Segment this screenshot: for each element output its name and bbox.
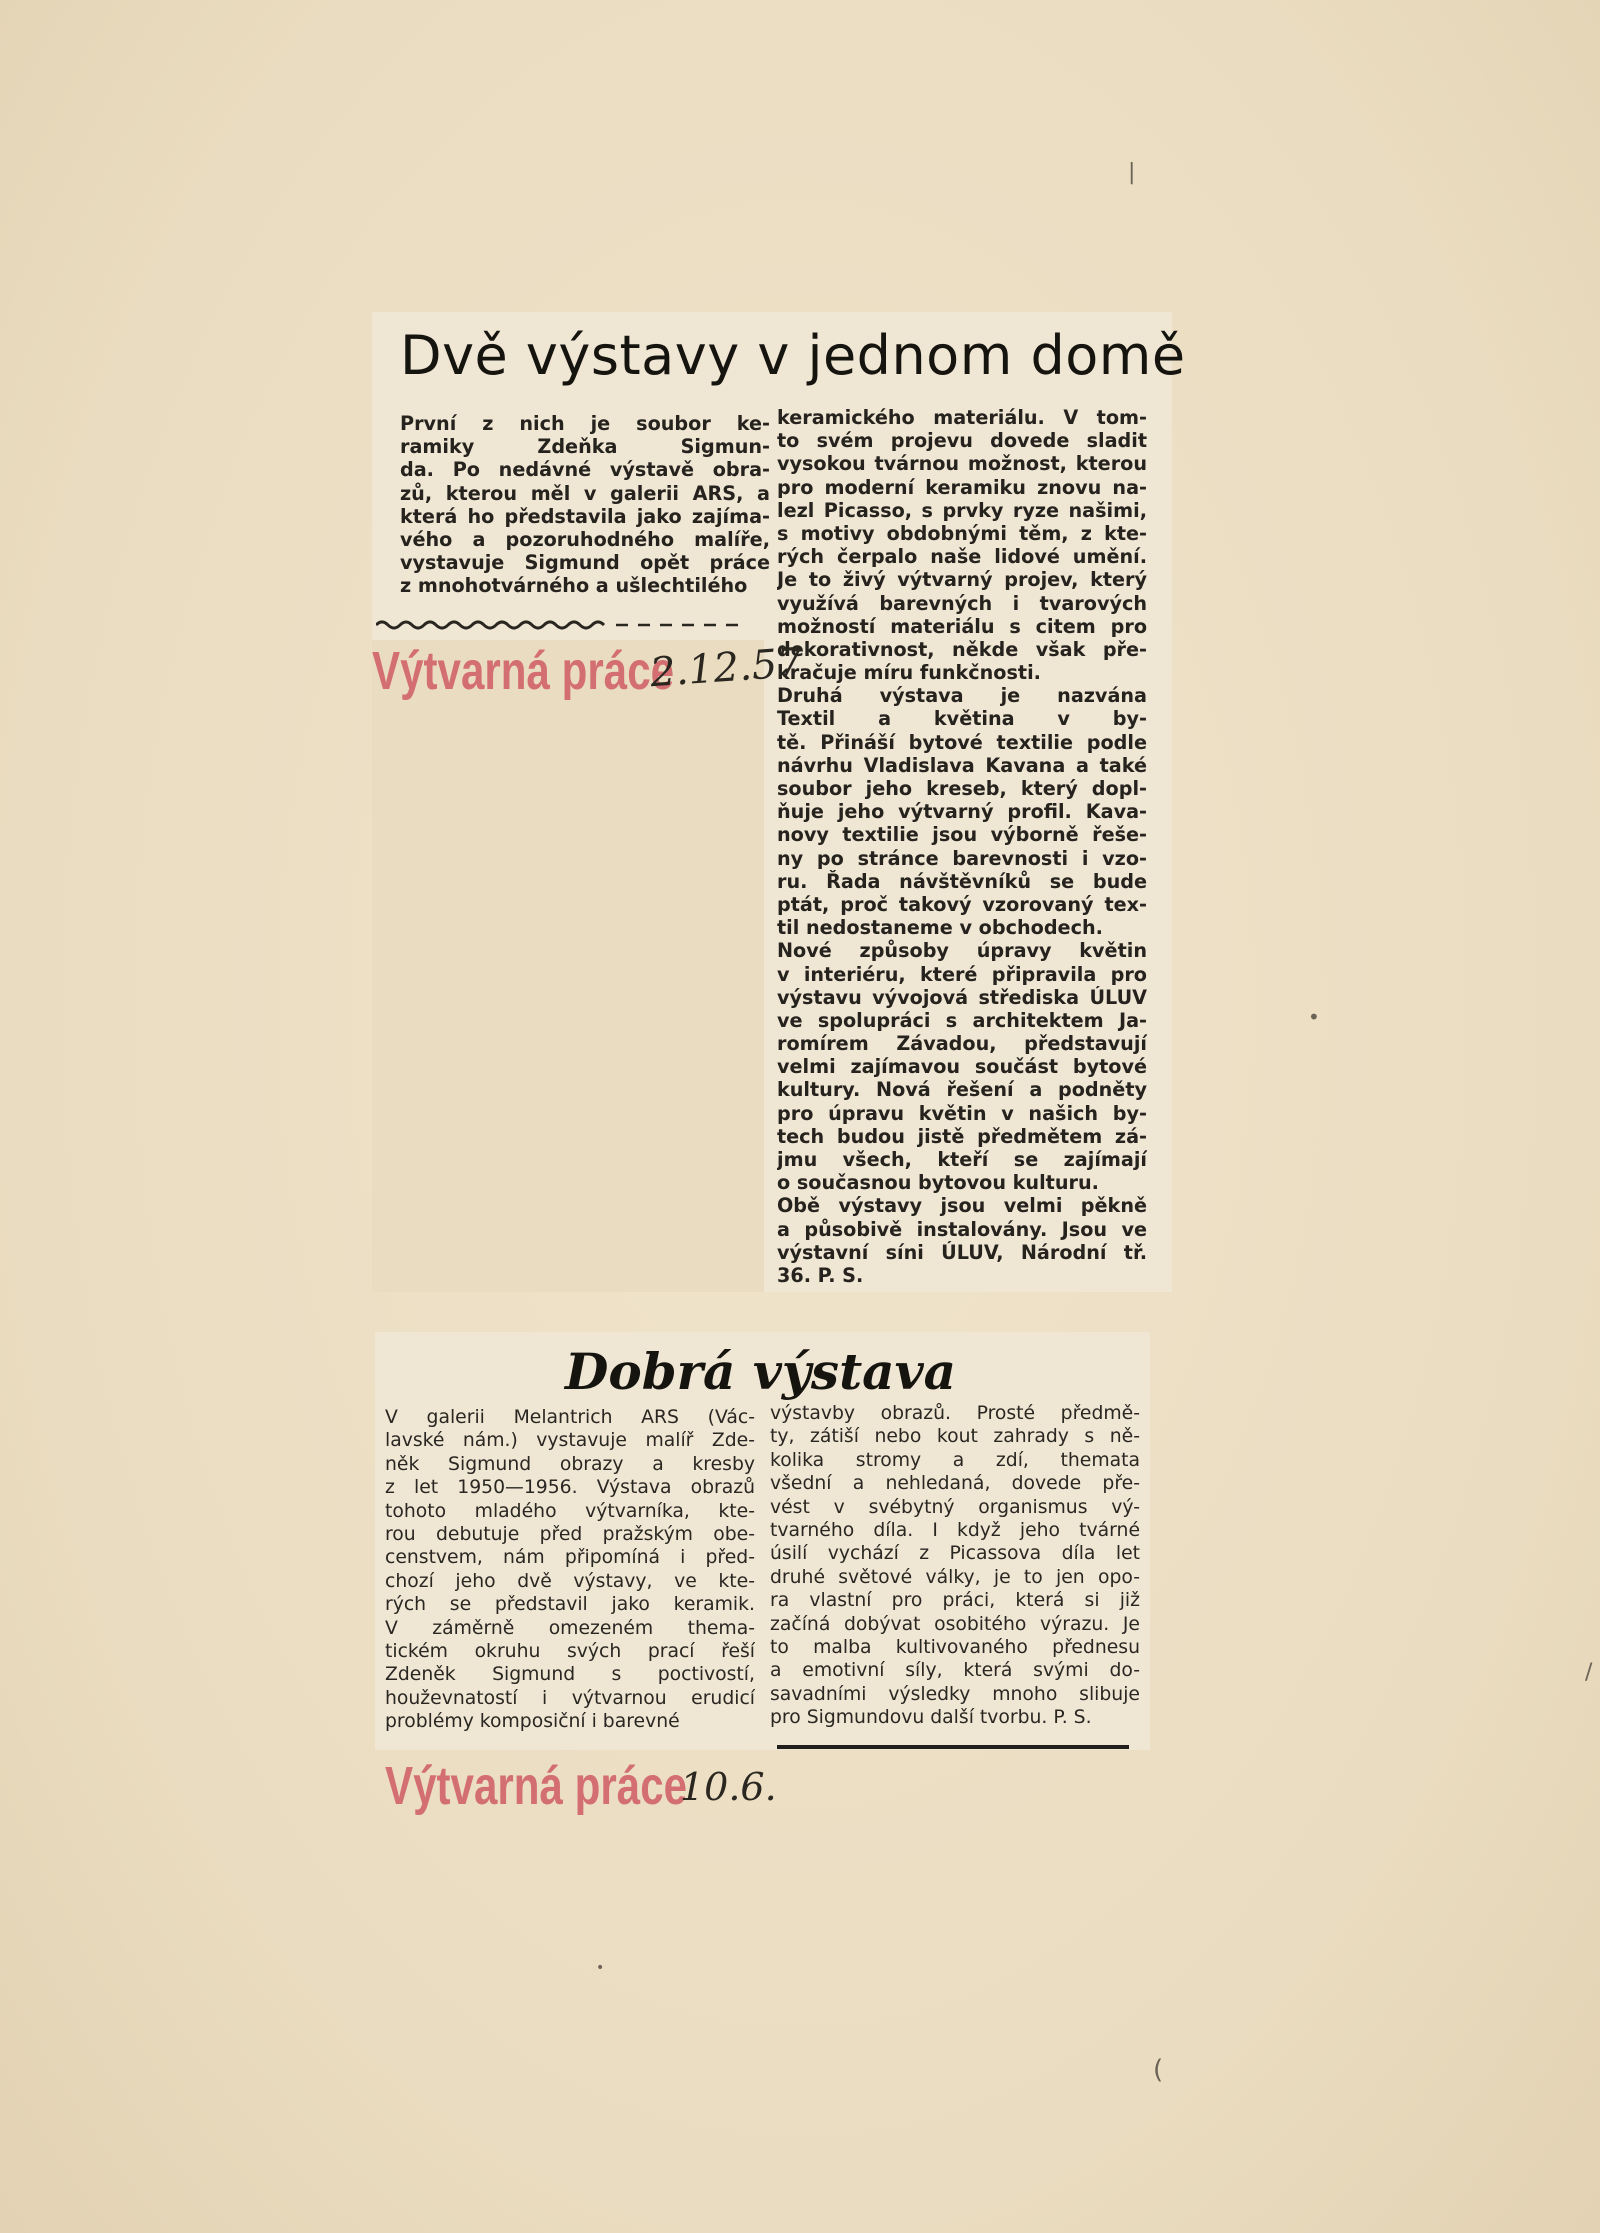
text-line: Je to živý výtvarný projev, který bbox=[777, 568, 1147, 592]
text-line: lavské nám.) vystavuje malíř Zde- bbox=[385, 1430, 755, 1452]
article-1-right-column bbox=[777, 406, 1147, 1287]
text-line: všední a nehledaná, dovede pře- bbox=[770, 1473, 1140, 1495]
text-line: kultury. Nová řešení a podněty bbox=[777, 1078, 1147, 1102]
text-line: využívá barevných i tvarových bbox=[777, 591, 1147, 615]
text-line: výstavní síni ÚLUV, Národní tř. bbox=[777, 1240, 1147, 1264]
text-line: rých se představil jako keramik. bbox=[385, 1594, 755, 1616]
text-line: z let 1950—1956. Výstava obrazů bbox=[385, 1477, 755, 1499]
text-line: romírem Závadou, představují bbox=[777, 1032, 1147, 1056]
article-2-left-column bbox=[385, 1406, 755, 1733]
text-line: vysokou tvárnou možnost, kterou bbox=[777, 452, 1147, 476]
text-line: 36. P. S. bbox=[777, 1263, 864, 1287]
text-line: která ho představila jako zajíma- bbox=[400, 504, 770, 528]
handwritten-date-1: 2.12.57 bbox=[648, 639, 805, 697]
text-line: kolika stromy a zdí, themata bbox=[770, 1449, 1140, 1471]
text-line: da. Po nedávné výstavě obra- bbox=[400, 458, 770, 482]
text-line: z mnohotvárného a ušlechtilého bbox=[400, 574, 748, 598]
text-line: lezl Picasso, s prvky ryze našimi, bbox=[777, 498, 1147, 522]
paper-mark: ( bbox=[1153, 2055, 1164, 2085]
text-line: ve spolupráci s architektem Ja- bbox=[777, 1008, 1147, 1032]
text-line: chozí jeho dvě výstavy, ve kte- bbox=[385, 1570, 755, 1592]
handwritten-date-2: 10.6. bbox=[680, 1765, 777, 1809]
wavy-divider bbox=[376, 618, 754, 632]
text-line: Textil a květina v by- bbox=[777, 707, 1147, 731]
text-line: ptát, proč takový vzorovaný tex- bbox=[777, 892, 1147, 916]
text-line: novy textilie jsou výborně řeše- bbox=[777, 823, 1147, 847]
text-line: ty, zátiší nebo kout zahrady s ně- bbox=[770, 1426, 1140, 1448]
text-line: návrhu Vladislava Kavana a také bbox=[777, 753, 1147, 777]
text-line: druhé světové války, je to jen opo- bbox=[770, 1566, 1140, 1588]
article-1-headline: Dvě výstavy v jednom domě bbox=[400, 324, 1186, 387]
article-2-end-rule bbox=[777, 1745, 1129, 1749]
text-line: zů, kterou měl v galerii ARS, a bbox=[400, 481, 770, 505]
text-line: to svém projevu dovede sladit bbox=[777, 429, 1147, 453]
text-line: pro úpravu květin v našich by- bbox=[777, 1101, 1147, 1125]
text-line: s motivy obdobnými těm, z kte- bbox=[777, 521, 1147, 545]
text-line: začíná dobývat osobitého výrazu. Je bbox=[770, 1613, 1140, 1635]
text-line: vého a pozoruhodného malíře, bbox=[400, 527, 770, 551]
text-line: Obě výstavy jsou velmi pěkně bbox=[777, 1194, 1147, 1218]
text-line: Druhá výstava je nazvána bbox=[777, 684, 1147, 708]
text-line: houževnatostí i výtvarnou erudicí bbox=[385, 1687, 755, 1709]
text-line: velmi zajímavou součást bytové bbox=[777, 1055, 1147, 1079]
text-line: pro Sigmundovu další tvorbu. P. S. bbox=[770, 1707, 1092, 1729]
text-line: savadními výsledky mnoho slibuje bbox=[770, 1683, 1140, 1705]
article-2-headline: Dobrá výstava bbox=[565, 1342, 957, 1401]
text-line: a působivě instalovány. Jsou ve bbox=[777, 1217, 1147, 1241]
article-1-left-column bbox=[400, 412, 770, 598]
text-line: ňuje jeho výtvarný profil. Kava- bbox=[777, 800, 1147, 824]
text-line: Zdeněk Sigmund s poctivostí, bbox=[385, 1664, 755, 1686]
text-line: tech budou jistě předmětem zá- bbox=[777, 1124, 1147, 1148]
text-line: pro moderní keramiku znovu na- bbox=[777, 475, 1147, 499]
article-2-right-column bbox=[770, 1402, 1140, 1729]
text-line: výstavby obrazů. Prosté předmě- bbox=[770, 1403, 1140, 1424]
text-line: V galerii Melantrich ARS (Vác- bbox=[385, 1407, 755, 1428]
text-line: kračuje míru funkčnosti. bbox=[777, 661, 1041, 685]
text-line: ra vlastní pro práci, která si již bbox=[770, 1590, 1140, 1612]
text-line: to malba kultivovaného přednesu bbox=[770, 1636, 1140, 1658]
text-line: tohoto mladého výtvarníka, kte- bbox=[385, 1500, 755, 1522]
text-line: a emotivní síly, která svými do- bbox=[770, 1660, 1140, 1682]
text-line: ramiky Zdeňka Sigmun- bbox=[400, 435, 770, 459]
text-line: rou debutuje před pražským obe- bbox=[385, 1523, 755, 1545]
text-line: tě. Přináší bytové textilie podle bbox=[777, 730, 1147, 754]
text-line: možností materiálu s citem pro bbox=[777, 614, 1147, 638]
text-line: til nedostaneme v obchodech. bbox=[777, 916, 1103, 940]
text-line: vést v svébytný organismus vý- bbox=[770, 1496, 1140, 1518]
text-line: dekorativnost, někde však pře- bbox=[777, 637, 1147, 661]
text-line: vystavuje Sigmund opět práce bbox=[400, 551, 770, 575]
paper-mark: / bbox=[1585, 1660, 1593, 1685]
text-line: censtvem, nám připomíná i před- bbox=[385, 1547, 755, 1569]
text-line: tickém okruhu svých prací řeší bbox=[385, 1640, 755, 1662]
text-line: První z nich je soubor ke- bbox=[400, 412, 770, 435]
text-line: ru. Řada návštěvníků se bude bbox=[777, 869, 1147, 893]
text-line: tvarného díla. I když jeho tvárné bbox=[770, 1519, 1140, 1541]
paper-mark: • bbox=[596, 1960, 605, 1976]
text-line: V záměrně omezeném thema- bbox=[385, 1617, 755, 1639]
text-line: jmu všech, kteří se zajímají bbox=[777, 1148, 1147, 1171]
text-line: Nové způsoby úpravy květin bbox=[777, 939, 1147, 963]
text-line: výstavu vývojová střediska ÚLUV bbox=[777, 985, 1147, 1009]
newspaper-clipping-2 bbox=[375, 1332, 1150, 1750]
paper-mark: | bbox=[1128, 160, 1136, 185]
text-line: něk Sigmund obrazy a kresby bbox=[385, 1453, 755, 1475]
text-line: o současnou bytovou kulturu. bbox=[777, 1171, 1099, 1195]
red-stamp-2: Výtvarná práce bbox=[385, 1756, 688, 1816]
text-line: soubor jeho kreseb, který dopl- bbox=[777, 777, 1147, 800]
text-line: v interiéru, které připravila pro bbox=[777, 962, 1147, 986]
sheet-background-patch bbox=[372, 640, 764, 1292]
red-stamp-1: Výtvarná práce bbox=[372, 641, 675, 701]
text-line: keramického materiálu. V tom- bbox=[777, 406, 1147, 429]
text-line: ny po stránce barevnosti i vzo- bbox=[777, 846, 1147, 870]
text-line: problémy komposiční i barevné bbox=[385, 1711, 680, 1733]
paper-mark: • bbox=[1308, 1005, 1320, 1029]
text-line: rých čerpalo naše lidové umění. bbox=[777, 545, 1147, 569]
text-line: úsilí vychází z Picassova díla let bbox=[770, 1543, 1140, 1565]
